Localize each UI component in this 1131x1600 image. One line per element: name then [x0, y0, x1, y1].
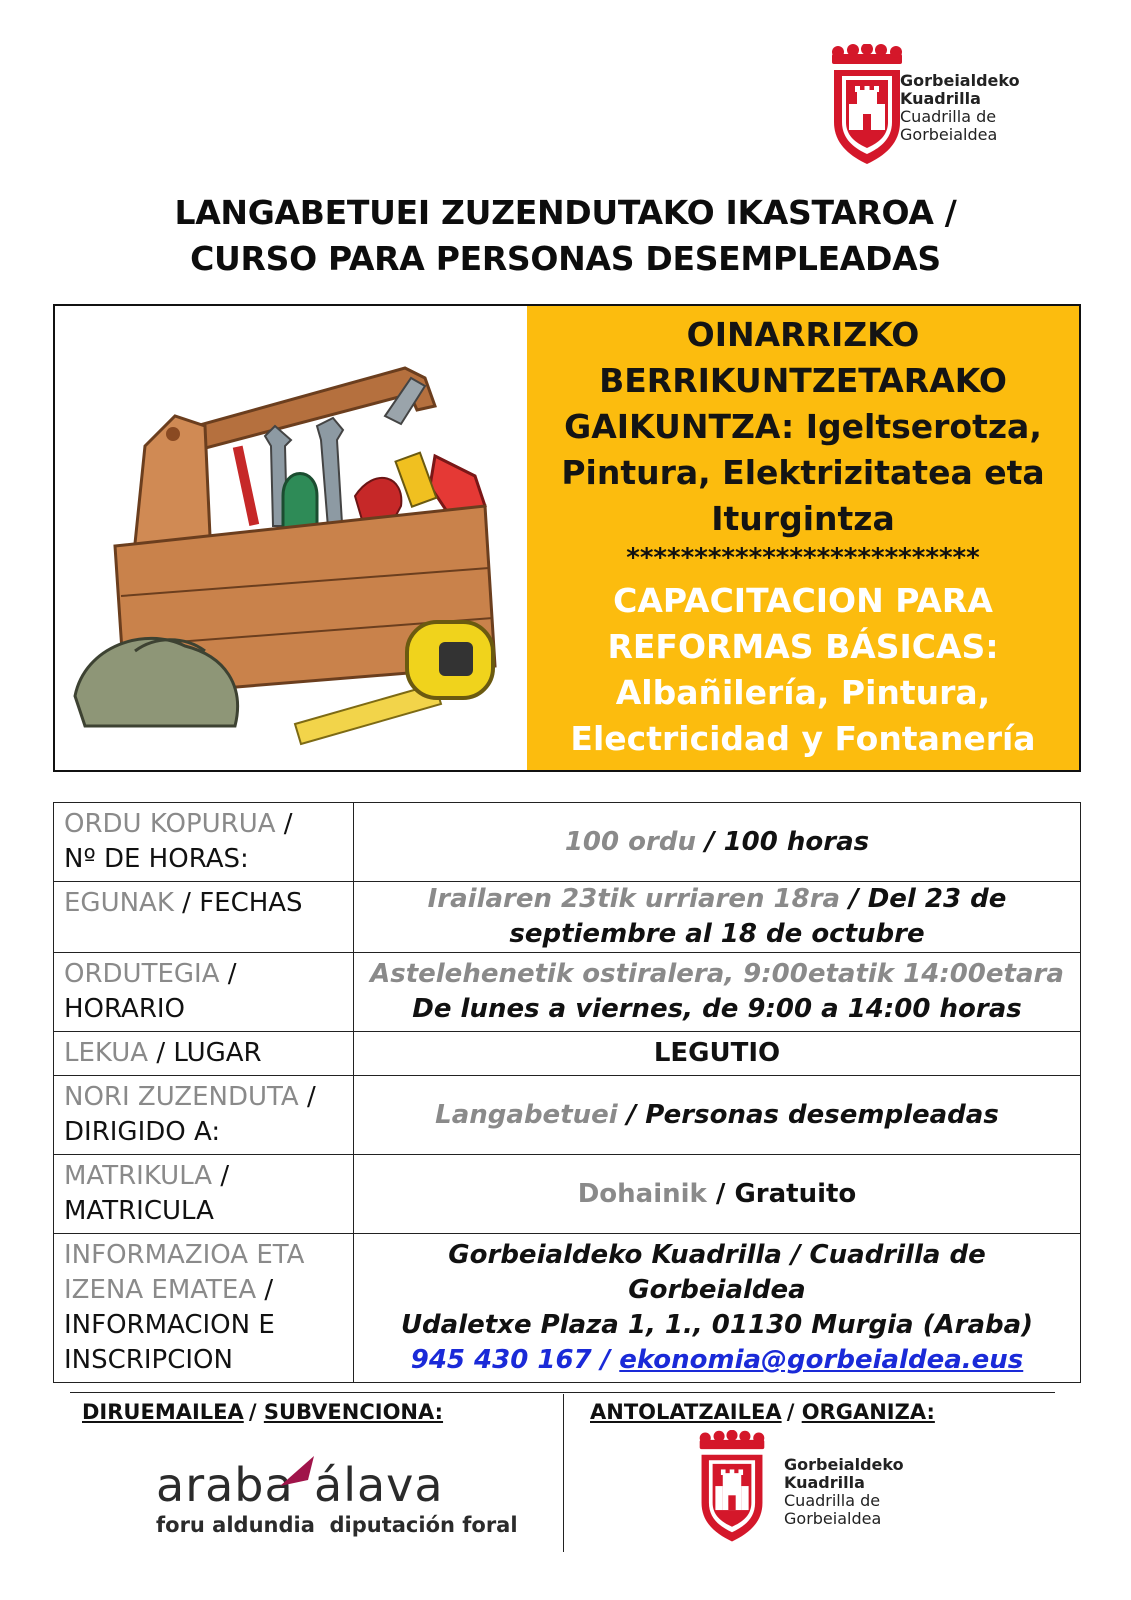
footer-left-label: DIRUEMAILEA / SUBVENCIONA:	[82, 1400, 444, 1424]
label-es-a: INFORMACION E	[64, 1310, 275, 1340]
label-es: MATRICULA	[64, 1196, 214, 1226]
es-line-3: Albañilería, Pintura,	[615, 673, 991, 712]
bottom-logo-line-4: Gorbeialdea	[784, 1509, 882, 1528]
label-eu: EGUNAK	[64, 888, 174, 918]
label-eu: ORDU KOPURUA	[64, 809, 276, 839]
label-es: HORARIO	[64, 994, 186, 1024]
funder-label-es: SUBVENCIONA:	[263, 1400, 444, 1424]
araba-subtitle: foru aldundia diputación foral	[156, 1513, 518, 1537]
course-info-table	[53, 802, 1081, 1383]
row-value-target: Langabetuei / Personas desempleadas	[354, 1076, 1081, 1155]
row-label-info: INFORMAZIOA ETA IZENA EMATEA / INFORMACION E INSCRIPCION	[54, 1234, 354, 1383]
email-link[interactable]: ekonomia@gorbeialdea.eus	[619, 1345, 1024, 1375]
org-name-b: Gorbeialdea	[628, 1275, 806, 1305]
toolbox-icon	[55, 306, 527, 770]
toolbox-illustration	[55, 306, 527, 770]
value-eu: Dohainik	[577, 1178, 707, 1209]
footer-right-label: ANTOLATZAILEA / ORGANIZA:	[590, 1400, 935, 1424]
title-line-2: CURSO PARA PERSONAS DESEMPLEADAS	[190, 239, 941, 278]
label-es: Nº DE HORAS:	[64, 844, 249, 874]
table-row	[54, 953, 1081, 1032]
logo-line-1: Gorbeialdeko	[900, 71, 1020, 90]
araba-word: araba	[156, 1458, 294, 1512]
eu-line-3: GAIKUNTZA: Igeltserotza,	[564, 407, 1042, 446]
value-es: Personas desempleadas	[645, 1099, 999, 1130]
organizer-label-es: ORGANIZA:	[801, 1400, 935, 1424]
eu-line-4: Pintura, Elektrizitatea eta	[561, 453, 1045, 492]
funder-label-eu: DIRUEMAILEA	[82, 1400, 244, 1424]
top-logo	[828, 44, 1068, 174]
course-title-panel	[527, 306, 1079, 770]
organizer-label-eu: ANTOLATZAILEA	[590, 1400, 782, 1424]
stars-divider: **************************	[626, 543, 980, 573]
label-eu: LEKUA	[64, 1038, 149, 1068]
row-value-hours: 100 ordu / 100 horas	[354, 803, 1081, 882]
row-value-place: LEGUTIO	[354, 1032, 1081, 1076]
row-value-dates: Irailaren 23tik urriaren 18ra / Del 23 de septiembre al 18 de octubre	[354, 882, 1081, 953]
course-title-es	[533, 578, 1073, 762]
row-label-target: NORI ZUZENDUTA / DIRIGIDO A:	[54, 1076, 354, 1155]
label-eu-a: INFORMAZIOA ETA	[64, 1240, 305, 1270]
value-eu: Langabetuei	[435, 1099, 618, 1130]
label-es: LUGAR	[173, 1038, 262, 1068]
bottom-logo-line-1: Gorbeialdeko	[784, 1455, 904, 1474]
row-label-place: LEKUA / LUGAR	[54, 1032, 354, 1076]
es-line-2: REFORMAS BÁSICAS:	[607, 627, 999, 666]
page-title	[0, 190, 1131, 282]
label-es: DIRIGIDO A:	[64, 1117, 221, 1147]
logo-line-4: Gorbeialdea	[900, 125, 998, 144]
row-value-fee: Dohainik / Gratuito	[354, 1155, 1081, 1234]
row-label-dates: EGUNAK / FECHAS	[54, 882, 354, 953]
label-eu: MATRIKULA	[64, 1161, 213, 1191]
table-row	[54, 1155, 1081, 1234]
shield-castle-icon	[696, 1430, 768, 1544]
araba-accent-icon	[278, 1452, 318, 1492]
title-line-1: LANGABETUEI ZUZENDUTAKO IKASTAROA /	[174, 193, 957, 232]
label-eu-b: IZENA EMATEA	[64, 1275, 257, 1305]
table-row	[54, 803, 1081, 882]
row-label-schedule: ORDUTEGIA / HORARIO	[54, 953, 354, 1032]
eu-line-5: Iturgintza	[711, 499, 895, 538]
logo-line-3: Cuadrilla de	[900, 107, 997, 126]
footer-vertical-divider	[563, 1394, 564, 1552]
course-title-eu	[533, 312, 1073, 542]
label-eu: ORDUTEGIA	[64, 959, 220, 989]
bottom-logo	[696, 1430, 936, 1560]
araba-alava-logo	[156, 1458, 518, 1540]
org-name-a: Gorbeialdeko Kuadrilla / Cuadrilla de	[448, 1240, 986, 1270]
phone-link[interactable]: 945 430 167	[410, 1345, 592, 1375]
label-es-b: INSCRIPCION	[64, 1345, 233, 1375]
value-eu: Irailaren 23tik urriaren 18ra	[427, 884, 841, 914]
address: Udaletxe Plaza 1, 1., 01130 Murgia (Araba)	[400, 1310, 1034, 1340]
es-line-1: CAPACITACION PARA	[613, 581, 993, 620]
value-eu: 100 ordu	[564, 826, 696, 857]
logo-line-2: Kuadrilla	[900, 89, 981, 108]
eu-line-2: BERRIKUNTZETARAKO	[599, 361, 1007, 400]
table-row	[54, 882, 1081, 953]
value-es-a: Del 23 de	[867, 884, 1007, 914]
label-eu: NORI ZUZENDUTA	[64, 1082, 299, 1112]
bottom-logo-line-3: Cuadrilla de	[784, 1491, 881, 1510]
shield-castle-icon	[828, 44, 906, 166]
es-line-4: Electricidad y Fontanería	[570, 719, 1036, 758]
row-value-schedule	[354, 953, 1081, 1032]
hero-box	[53, 304, 1081, 772]
value-es: 100 horas	[723, 826, 870, 857]
alava-word: álava	[314, 1458, 444, 1512]
value-es: Gratuito	[734, 1178, 857, 1209]
bottom-logo-line-2: Kuadrilla	[784, 1473, 865, 1492]
eu-line-1: OINARRIZKO	[686, 315, 920, 354]
value-es: De lunes a viernes, de 9:00 a 14:00 horas	[412, 994, 1022, 1024]
label-es: FECHAS	[199, 888, 303, 918]
row-value-info: Gorbeialdeko Kuadrilla / Cuadrilla de Gorbeialdea Udaletxe Plaza 1, 1., 01130 Murgia (Araba) 945 430 167 / ekonomia@gorbeialdea.eus	[354, 1234, 1081, 1383]
row-label-hours: ORDU KOPURUA / Nº DE HORAS:	[54, 803, 354, 882]
row-label-fee: MATRIKULA / MATRICULA	[54, 1155, 354, 1234]
table-row	[54, 1032, 1081, 1076]
footer-divider	[70, 1392, 1055, 1393]
table-row	[54, 1234, 1081, 1383]
value-es-b: septiembre al 18 de octubre	[509, 919, 925, 949]
value-eu: Astelehenetik ostiralera, 9:00etatik 14:00etara	[370, 959, 1064, 989]
table-row	[54, 1076, 1081, 1155]
